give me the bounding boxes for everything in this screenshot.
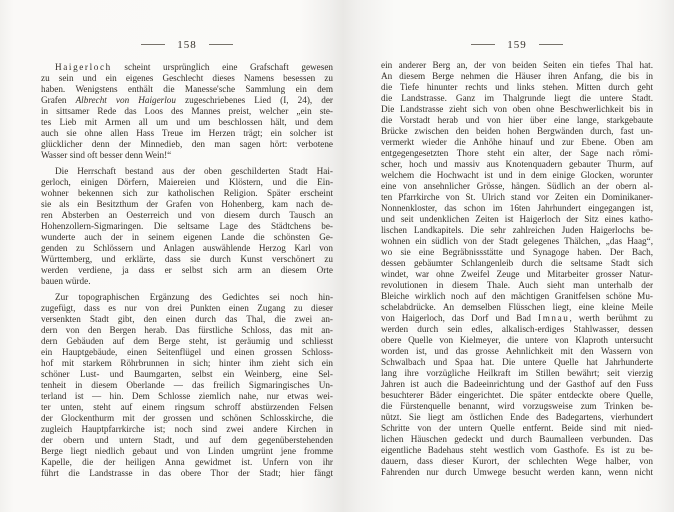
page-header-right: [381, 38, 653, 51]
text-line: Nonnenkloster, das schon im 16ten Jahrhundert eingegangen ist,: [381, 203, 653, 213]
text-line: Fahrenden nur durch Umwege besucht werden kann, wenn nicht: [381, 467, 653, 477]
paragraph: [41, 62, 333, 161]
text-line: Kapelle, die der heiligen Anna gewidmet ist. Unfern von ihr: [41, 457, 333, 467]
text-line: zu sein und ein eigenes Geschlecht dieses Namens besessen zu: [41, 73, 333, 83]
text-line: Die Herrschaft bestand aus der oben geschilderten Stadt Hai-: [55, 166, 333, 176]
text-line: lischen Landkapitels. Die sehr zahlreichen Juden Haigerlochs be-: [381, 225, 653, 235]
header-rule-icon: [141, 44, 165, 45]
text-line: schelabdrücke. An demselben Flüsschen liegt, eine kleine Meile: [381, 302, 653, 312]
text-segment: scheint ursprünglich eine Grafschaft gewesen: [111, 62, 333, 72]
page-number: 158: [177, 38, 197, 51]
text-line: Brücke zwischen den beiden hohen Bergwänden durch, fast un-: [381, 126, 653, 136]
text-segment: Grafen: [41, 95, 76, 105]
text-line: Die Landstrasse zieht sich von oben ohne Beschwerlichkeit bis in: [381, 104, 653, 114]
text-line: [41, 95, 333, 106]
text-line: genden zu Schlössern und Anlagen auswählende Herzog Karl von: [41, 243, 333, 253]
text-line: [381, 313, 653, 324]
text-line: worden ist, und das grosse Aehnlichkeit mit den Wassern von: [381, 346, 653, 356]
text-line: ten Pfarrkirche von St. Ulrich stand vor Zeiten ein Dominikaner-: [381, 192, 653, 202]
header-rule-icon: [471, 44, 495, 45]
text-line: wohnen ein südlich von der Stadt gelegenes Thälchen, „das Haag“,: [381, 236, 653, 246]
text-line: die Tiefe hinunter rechts und links stehen. Mitten durch geht: [381, 82, 653, 92]
paragraph: [41, 292, 333, 479]
text-line: dern Gebäuden auf dem Berge steht, ist geräumig und schliesst: [41, 336, 333, 346]
page-body-right: [381, 60, 653, 478]
text-line: lichen Häuschen gedeckt und durch Baumalleen verbunden. Das: [381, 434, 653, 444]
text-line: terland ist — hin. Dem Schlosse ziemlich nahe, nur etwas wei-: [41, 391, 333, 401]
text-line: werden verdiene, ja dass er selbst sich arm an diesem Orte: [41, 265, 333, 275]
italic-text: Albrecht von Haigerlou: [75, 95, 176, 105]
text-segment: , werth berühmt zu: [569, 313, 653, 323]
text-line: ter unten, steht auf einem ringsum schroff abstürzenden Felsen: [41, 402, 333, 412]
text-line: Bleiche wirklich noch auf den mächtigen Granitfelsen schöne Mu-: [381, 291, 653, 301]
text-line: besuchterer Bäder eingerichtet. Die später entdeckte obere Quelle,: [381, 390, 653, 400]
text-line: wunderte auch der in seinem eigenen Lande die schönsten Ge-: [41, 232, 333, 242]
text-line: obere Quelle von Kielmeyer, die untere von Klaproth untersucht: [381, 335, 653, 345]
text-line: zugleich Hauptpfarrkirche ist; noch sind zwei andere Kirchen in: [41, 424, 333, 434]
text-line: Schwalbach und Spaa hat. Die untere Quelle hat Jahrhunderte: [381, 357, 653, 367]
text-line: Wasser sind oft besser denn Wein!“: [41, 150, 172, 160]
text-line: vermerkt wieder die Anhöhe hinauf und zur Ebene. Oben am: [381, 137, 653, 147]
text-line: nützt. Sie liegt am östlichen Ende des Badegartens, vierhundert: [381, 412, 653, 422]
text-line: Zur topographischen Ergänzung des Gedichtes sei noch hin-: [55, 292, 333, 302]
text-line: An diesem Berge nehmen die Häuser ihren Anfang, die bis in: [381, 71, 653, 81]
text-line: hof mit starkem Röhrbrunnen in sich; hinter ihm zieht sich ein: [41, 358, 333, 368]
text-line: haben. Wenigstens enthält die Manesse'sche Sammlung ein dem: [41, 84, 333, 94]
header-rule-icon: [539, 44, 563, 45]
text-line: in sittsamer Rede das Loos des Mannes preist, welcher „ein ste-: [41, 106, 333, 116]
text-line: sie als ein Besitzthum der Grafen von Hohenberg, kam nach de-: [41, 199, 333, 209]
text-line: Hohenzollern-Sigmaringen. Die seltsame Lage des Städtchens be-: [41, 221, 333, 231]
text-line: die Vorstadt herab und von hier über eine lange, starkgebaute: [381, 115, 653, 125]
text-line: lang ihre vorzügliche Heilkraft im Stillen bewährt; seit vierzig: [381, 368, 653, 378]
text-line: die Fürstenquelle benannt, wird vorzugsweise zum Trinken be-: [381, 401, 653, 411]
text-line: bauen würde.: [41, 276, 91, 286]
text-line: tes Lieb mit Armen all um und um beschlossen hält, und dem: [41, 117, 333, 127]
text-line: wohner bekennen sich zur katholischen Religion. Später erscheint: [41, 188, 333, 198]
text-line: tenheit in diesem Oberlande — das freilich Sigmaringisches Un-: [41, 380, 333, 390]
text-line: windet, war ohne Zweifel Zeuge und Mitarbeiter grosser Natur-: [381, 269, 653, 279]
text-line: wo sie eine Begräbnissstätte und Synagoge haben. Der Bach,: [381, 247, 653, 257]
header-rule-icon: [209, 44, 233, 45]
text-line: der Glockenthurm mit der grossen und schönen Schlosskirche, die: [41, 413, 333, 423]
text-line: dauern, dass dieser Kurort, der schlechten Wege halber, von: [381, 456, 653, 466]
text-line: gerloch, einigen Dörfern, Maiereien und Klöstern, und die Ein-: [41, 177, 333, 187]
text-line: ein anderer Berg an, der von beiden Seiten ein tiefes Thal hat.: [381, 60, 653, 70]
text-line: auch sie ohne allen Hass Treue im Herzen trägt; ein solcher ist: [41, 128, 333, 138]
text-line: ein Hauptgebäude, einen Seitenflügel und einen grossen Schloss-: [41, 347, 333, 357]
page-number: 159: [507, 38, 527, 51]
text-line: glücklicher denn der Minnedieb, den man sagen hört: verbotene: [41, 139, 333, 149]
text-line: eine von ansehnlicher Grösse, hängen. Südlich an der obern al-: [381, 181, 653, 191]
text-segment: zugeschriebenes Lied (I, 24), der: [176, 95, 333, 105]
book-page-left: [41, 0, 333, 512]
text-line: versenkten Stadt gibt, den einen durch das Thal, die zwei an-: [41, 314, 333, 324]
page-header-left: [41, 38, 333, 51]
text-line: dessen gebäumter Schlangenleib durch die seltsame Stadt sich: [381, 258, 653, 268]
text-line: ren Absterben an Oesterreich und von diesem durch Tausch an: [41, 210, 333, 220]
text-line: zugefügt, dass es nur von drei Punkten einen Zugang zu dieser: [41, 303, 333, 313]
paragraph: [381, 60, 653, 478]
letterspaced-text: Haigerloch: [55, 62, 112, 72]
text-line: und seit undenklichen Zeiten ist Haigerloch der Sitz eines katho-: [381, 214, 653, 224]
text-line: Württemberg, und erklärte, dass sie durch Kunst verschönert zu: [41, 254, 333, 264]
paragraph: [41, 166, 333, 287]
letterspaced-text: Imnau: [538, 313, 570, 323]
text-segment: von Haigerloch, das Dorf und Bad: [381, 313, 539, 323]
text-line: die Landstrasse. Ganz im Thalgrunde liegt die untere Stadt.: [381, 93, 653, 103]
text-line: Berge liegt niedlich gebaut und von Linden umgrünt jene fromme: [41, 446, 333, 456]
text-line: der obern und untern Stadt, und auf dem gegenüberstehenden: [41, 435, 333, 445]
text-line: entgegengesetzten Thore steht ein alter, der Sage nach römi-: [381, 148, 653, 158]
text-line: revolutionen in diesem Thale. Auch sieht man unterhalb der: [381, 280, 653, 290]
text-line: schöner Lust- und Baumgarten, selbst ein Weinberg, eine Sel-: [41, 369, 333, 379]
text-line: eigentliche Badehaus steht westlich vom Gasthofe. Es ist zu be-: [381, 445, 653, 455]
text-line: führt die Landstrasse in das obere Thor der Stadt; hier fängt: [41, 468, 333, 478]
page-body-left: [41, 62, 333, 479]
book-page-right: [381, 0, 653, 512]
text-line: dern von den Bergen herab. Das fürstliche Schloss, das mit an-: [41, 325, 333, 335]
text-line: scher, hoch und massiv aus Knotenquadern gebauter Thurm, auf: [381, 159, 653, 169]
text-line: Schritte von der untern Quelle entfernt. Beide sind mit nied-: [381, 423, 653, 433]
text-line: werden durch sein edles, alkalisch-erdiges Stahlwasser, dessen: [381, 324, 653, 334]
text-line: [41, 62, 333, 73]
text-line: welchem die Hochwacht ist und in dem einige Glocken, worunter: [381, 170, 653, 180]
text-line: Jahren ist auch die Badeeinrichtung und der Gasthof auf den Fuss: [381, 379, 653, 389]
